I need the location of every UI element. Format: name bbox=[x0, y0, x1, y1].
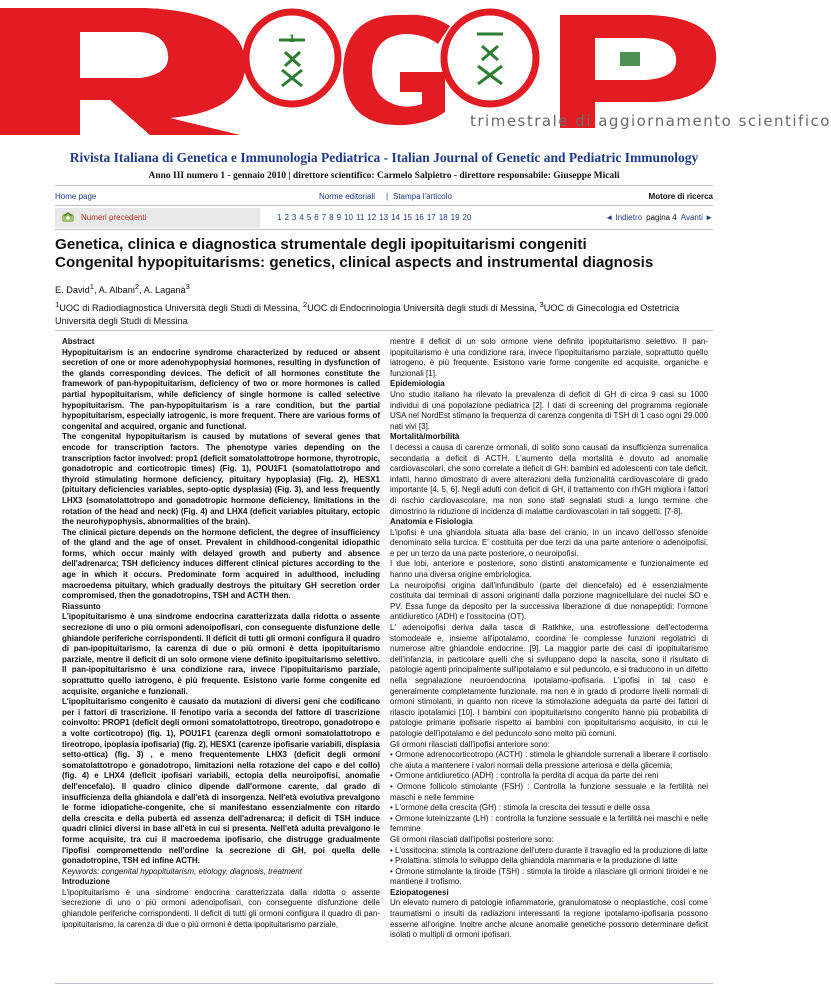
page-link-2[interactable]: 2 bbox=[284, 213, 289, 222]
pager bbox=[605, 213, 713, 222]
page-link-3[interactable]: 3 bbox=[291, 213, 297, 222]
left-column bbox=[62, 337, 380, 930]
page-link-8[interactable]: 8 bbox=[329, 213, 334, 222]
page-link-6[interactable]: 6 bbox=[314, 213, 319, 222]
author-sup: 2 bbox=[134, 282, 140, 291]
paragraph: • L'ossitocina: stimola la contrazione dell'utero durante il travaglio ed la produzione di latte bbox=[390, 845, 708, 855]
page-link-7[interactable]: 7 bbox=[321, 213, 327, 222]
page-link-13[interactable]: 13 bbox=[379, 213, 389, 222]
page-link-14[interactable]: 14 bbox=[391, 213, 401, 222]
divider bbox=[55, 983, 713, 984]
paragraph: Gli ormoni rilasciati dall'ipofisi posteriore sono: bbox=[390, 834, 554, 844]
page-link-15[interactable]: 15 bbox=[403, 213, 412, 222]
search-link[interactable]: Motore di ricerca bbox=[648, 192, 713, 201]
paragraph: The clinical picture depends on the hormone deficient, the degree of insufficiency of the gland and the age of onset. Prevalent in childhood-congenital idiopathic forms, which occur mainly with delayed growth and puberty and absence dell'adrenarca; TSH deficiency induces different clinical pictures according to the age in which it occurs. Predominate form acquired in adulthood, including macroedema pituitary, which gradually destroys the pituitary GH secretion order compromised, then the gonadotropins, TSH and ACTH then. bbox=[62, 527, 380, 601]
paragraph: • Prolattina: stimola lo sviluppo della ghiandola mammaria e la produzione di latte bbox=[390, 856, 678, 866]
paragraph: • Ormone follicolo stimolante (FSH) : Controlla la funzione sessuale e la fertilità nei maschi e nelle femmine bbox=[390, 781, 708, 802]
section-heading: Eziopatogenesi bbox=[390, 887, 449, 897]
section-heading: Anatomia e Fisiologia bbox=[390, 517, 473, 527]
paragraph: L'ipofisi è una ghiandola situata alla base del cranio, in un incavo dell'osso sfenoide denominato sella turcica. E' costituita per due terzi da una parte anteriore o adenoipofisi, e per un terzo da una parte posteriore, o neuroipofisi. bbox=[390, 527, 708, 558]
paragraph: • Ormone luteinizzante (LH) : controlla la funzione sessuale e la fertilità nei maschi e nelle femmine bbox=[390, 813, 708, 834]
print-link[interactable]: Stampa l'articolo bbox=[393, 192, 452, 201]
affil-sup: 3 bbox=[539, 300, 544, 309]
divider bbox=[55, 330, 713, 331]
previous-issues-label: Numeri precedenti bbox=[81, 213, 147, 222]
section-heading: Riassunto bbox=[62, 601, 101, 611]
author-sup: 3 bbox=[185, 282, 190, 291]
paragraph: Gli ormoni rilasciati dall'ipofisi anteriore sono: bbox=[390, 739, 550, 749]
page-numbers bbox=[277, 213, 474, 222]
issues-icon bbox=[61, 211, 75, 224]
paragraph: Hypopituitarism is an endocrine syndrome characterized by reduced or absent secretion of one or more adenohypophysial hormones, resulting in dysfunction of the glands corresponding devices. The deficit of all hormones constitute the framework of pan-hypopituitarism, deficiency of two or more hormones is called partial hypopituitarism, while deficiency of single hormone is called selective hypopituitarism. The pan-hypopituitarism is a rare condition, but the partial hypopituitarism, especially iatrogenic, is more frequent. There are various forms of congenital and acquired, organic and functional. bbox=[62, 347, 380, 431]
logo-letter-g bbox=[343, 15, 450, 125]
paragraph: Uno studio italiano ha rilevato la prevalenza di deficit di GH di circa 9 casi su 1000 individui di una popolazione pediatrica [2]. I dati di screening del programma regionale USA nel NordEst stimano la frequenza di carenza congenita di TSH di 1 caso ogni 29.000 nati vivi [3]. bbox=[390, 389, 708, 431]
section-heading: Introduzione bbox=[62, 877, 110, 887]
paragraph: Un elevato numero di patologie infiammatorie, granulomatose o neoplastiche, così come traumatismi o insulti da radiazioni interessanti la regione ipotalamo-ipofisaria possono esserne all'origine. Inoltre anche alcune anomalie genetiche possono determinare deficit isolati o multipli di ormoni ipofisari. bbox=[390, 898, 708, 940]
paragraph: L' adenoipofisi deriva dalla tasca di Ratkhke, una estroflessione dell'ectoderma stomodeale e, insieme all'ipotalamo, coordina le complesse funzioni regolatrici di numerose altre ghiandole endocrine. [9]. La maggior parte dei casi di ipopituitarismo dell'infanzia, in particolare quelli che si sviluppano dopo la nascita, sono il risultato di patologie agenti principalmente sull'ipotalamo e sul peduncolo, e si traducono in un difetto nella segnalazione neuroendocrina ipotalamo-ipofisaria. L'ipofisi in tal caso è generalmente completamente funzionale, ma non è in grado di produrre livelli normali di ormoni stimolanti, in quanto non riceve la stimolazione adeguata da parte dei fattori di rilascio ipotalamici [10]. I bambini con ipopituitarismo congenito hanno più probabilità di patologie primarie ipofisarie rispetto ai bambini con ipopituitarismo acquisito, in cui le patologie dell'ipotalamo e del peduncolo sono molto più comuni. bbox=[390, 623, 708, 738]
page-link-9[interactable]: 9 bbox=[336, 213, 342, 222]
back-button[interactable]: ◄ Indietro bbox=[605, 213, 643, 222]
page-link-12[interactable]: 12 bbox=[367, 213, 377, 222]
page-link-20[interactable]: 20 bbox=[462, 213, 472, 222]
divider bbox=[55, 205, 713, 206]
author-name: A. Laganà bbox=[143, 285, 186, 296]
journal-title: Rivista Italiana di Genetica e Immunologia Pediatrica - Italian Journal of Genetic and Pediatric Immunology bbox=[69, 150, 699, 165]
journal-banner bbox=[0, 0, 831, 135]
page-link-1[interactable]: 1 bbox=[277, 213, 282, 222]
previous-issues-button[interactable] bbox=[55, 208, 260, 228]
page-link-10[interactable]: 10 bbox=[344, 213, 353, 222]
author-name: E. David bbox=[55, 285, 90, 296]
paragraph: The congenital hypopituitarism is caused by mutations of several genes that encode for transcription factors. The phenotype varies depending on the transcription factor involved: prop1 (deficit somatolattotrope hormone, thyrotropic, gonadotropic and corticotropic times) (Fig. 1), POU1F1 (somatolattotropo and thyroid stimulating hormone deficiency, pituitary hypoplasia) (Fig. 2), HESX1 (pituitary deficiencies variables, septo-optic dysplasia) (Fig. 3), and less frequently LHX3 (somatolattotropo and gonadotropic hormone deficiency, limitations in the rotation of the head and neck) (Fig. 4) and LHX4 (deficit variables pituitary, ectopic the neurohypophysis, abnormalities of the brain). bbox=[62, 432, 380, 527]
logo-ring-i-2 bbox=[444, 12, 536, 104]
article-title-italian: Genetica, clinica e diagnostica strumentale degli ipopituitarismi congeniti bbox=[55, 236, 587, 253]
home-link[interactable]: Home page bbox=[55, 192, 97, 201]
svg-text:1: 1 bbox=[288, 34, 296, 45]
paragraph: • Ormone antidiuretico (ADH) : controlla la perdita di acqua da parte dei reni bbox=[390, 771, 659, 781]
page-link-18[interactable]: 18 bbox=[438, 213, 448, 222]
section-heading: Epidemiologia bbox=[390, 379, 445, 389]
editorial-link[interactable]: Norme editoriali bbox=[319, 192, 376, 201]
divider bbox=[55, 229, 713, 230]
paragraph: mentre il deficit di un solo ormone viene definito ipopituitarismo selettivo. Il pan-ipopituitarismo è una condizione rara, invece l'ipopituitarismo parziale, soprattutto quello iatrogeno, è più frequente. Esistono varie forme congenite ed acquisite, organiche e funzionali [1]. bbox=[390, 337, 708, 378]
divider bbox=[55, 185, 713, 186]
page-link-16[interactable]: 16 bbox=[414, 213, 424, 222]
paragraph: • L'ormone della crescita (GH) : stimola la crescita dei tessuti e delle ossa bbox=[390, 803, 650, 813]
paragraph: I decessi a causa di carenze ormonali, di solito sono causati da insufficienza surrenalica secondaria a deficit di ACTH. L'aumento della mortalità è dovuto ad anomalie cardiovascolari, che sono correlate a deficit di GH: bambini ed adolescenti con tale deficit, infatti, hanno dimostrato di avere alterazioni della funzionalità cardiovascolare di grado importante [4, 5, 6]. Negli adulti con deficit di GH, il trattamento con rhGH migliora i fattori di rischio cardiovascolare, ma non sono stati segnalati studi a lungo termine che dimostrino la riduzione di incidenza di malattie cardiovascolari in tali soggetti. [7-8]. bbox=[390, 442, 708, 516]
affiliation: UOC di Endocrinologia Università degli studi di Messina, bbox=[307, 303, 540, 314]
nav-separator: | bbox=[386, 192, 389, 201]
paragraph: L'ipopituitarismo congenito è causato da mutazioni di diversi geni che codificano per i fattori di trascrizione. Il fenotipo varia a seconda del fattore di trascrizione coinvolto: PROP1 (deficit degli ormoni somatolattotropo, tireotropo, gonadotropo e a volte corticotropo) (fig. 1), POU1F1 (carenza degli ormoni somatolattotropo e tireotropo, ipoplasia ipofisaria) (fig. 2), HESX1 (carenze ipofisarie variabili, displasia setto-ottica) (fig. 3) , e meno frequentemente LHX3 (deficit degli ormoni somatolattotropo e gonadotropo, limitazioni nella rotazione del capo e del collo) (fig. 4) e LHX4 (deficit ipofisari variabili, ectopia della neuroipofisi, anomalie dell'encefalo). Il quadro clinico dipende dall'ormone carente, dal grado di insufficienza della ghiandola e dall'età di insorgenza. Nell'età evolutiva prevalgono le forme idiopatiche-congenite, che si manifestano essenzialmente con ritardo della crescita e della pubertà ed assenza dell'adrenarca; il deficit di TSH induce quadri clinici diversi in base all'età in cui si presenta. Nell'età adulta prevalgono le forme acquisite, tra cui il macroedema ipofisario, che distrugge gradualmente l'ipofisi compromettendo nell'ordine la secrezione di GH, poi quella delle gonadotropine, TSH ed infine ACTH. bbox=[62, 697, 380, 866]
affil-sup: 2 bbox=[302, 300, 308, 309]
section-heading: Abstract bbox=[62, 337, 95, 346]
top-nav bbox=[55, 190, 713, 206]
paragraph: • Ormone stimolante la tiroide (TSH) : stimola la tiroide a rilasciare gli ormoni tiroidei e ne mantiene il trofismo. bbox=[390, 866, 708, 887]
affiliation: UOC di Ginecologia ed Ostetricia Università degli Studi di Messina bbox=[55, 303, 680, 326]
page-link-5[interactable]: 5 bbox=[306, 213, 312, 222]
page-link-17[interactable]: 17 bbox=[426, 213, 436, 222]
issue-line: Anno III numero 1 - gennaio 2010 | direttore scientifico: Carmelo Salpietro - direttore responsabile: Giuseppe Micali bbox=[148, 171, 620, 181]
paragraph: L'ipopituitarismo è una sindrome endocrina caratterizzata dalla ridotta o assente secrezione di uno o più ormoni adenoipofisari, con conseguente disfunzione delle ghiandole periferiche corrispondenti. Il deficit di tutti gli ormoni configura il quadro di pan-ipopituitarismo, la carenza di due o più ormoni è detta ipopituitarismo parziale, mentre il deficit di un solo ormone viene definito ipopituitarismo selettivo. Il pan-ipopituitarismo è una condizione rara, invece l'ipopituitarismo parziale, soprattutto quello iatrogeno, è più frequente. Esistono varie forme congenite ed acquisite, organiche e funzionali. bbox=[62, 612, 380, 696]
article-title-english: Congenital hypopituitarisms: genetics, clinical aspects and instrumental diagnosis bbox=[55, 254, 654, 271]
page-link-19[interactable]: 19 bbox=[450, 213, 460, 222]
affiliations bbox=[55, 299, 715, 327]
page-link-11[interactable]: 11 bbox=[355, 213, 365, 222]
right-column bbox=[390, 337, 708, 941]
logo-letter-r bbox=[0, 8, 245, 135]
author-name: A. Albani bbox=[98, 285, 135, 296]
pagination-bar bbox=[55, 208, 713, 228]
paragraph: L'ipopituitarismo è una sindrome endocrina caratterizzata dalla ridotta o assente secrezione di uno o più ormoni adenoipofisari, con conseguente disfunzione delle ghiandole periferiche corrispondenti. Il deficit di tutti gli ormoni configura il quadro di pan-ipopituitarismo, la carenza di due o più ormoni è detta ipopituitarismo parziale, bbox=[62, 887, 380, 929]
affil-sup: 1 bbox=[55, 300, 60, 309]
page-link-4[interactable]: 4 bbox=[299, 213, 304, 222]
paragraph: I due lobi, anteriore e posteriore, sono distinti anatomicamente e funzionalmente ed hanno una diversa origine embriologica. bbox=[390, 559, 708, 580]
keywords: Keywords: congenital hypopituitarism, etiology, diagnosis, treatment bbox=[62, 866, 302, 876]
author-sup: 1 bbox=[89, 282, 94, 291]
tagline: trimestrale di aggiornamento scientifico bbox=[470, 112, 831, 130]
current-page: pagina 4 bbox=[646, 213, 677, 222]
paragraph: • Ormone adrenocorticotropo (ACTH) : stimola le ghiandole surrenali a liberare il cortisolo che aiuta a mantenere i valori normali della pressione arteriosa e della glicemia; bbox=[390, 750, 708, 770]
paragraph: La neuroipofisi origina dall'infundibulo (parte del diencefalo) ed è essenzialmente costituita dai terminali di assoni originanti dalla porzione magnicellulare dei nuclei SO e PV. Essa funge da deposito per la successiva liberazione di due nonapeptidi: l'ormone antidiuretico (ADH) e l'ossitocina (OT). bbox=[390, 580, 708, 622]
affiliation: UOC di Radiodiagnostica Università degli Studi di Messina, bbox=[59, 303, 303, 314]
forward-button[interactable]: Avanti ► bbox=[680, 213, 713, 222]
section-heading: Mortalità/morbilità bbox=[390, 432, 460, 442]
authors: E. David$^1$, A. Albani$^2$, A. Laganà$^3$ bbox=[55, 282, 190, 296]
